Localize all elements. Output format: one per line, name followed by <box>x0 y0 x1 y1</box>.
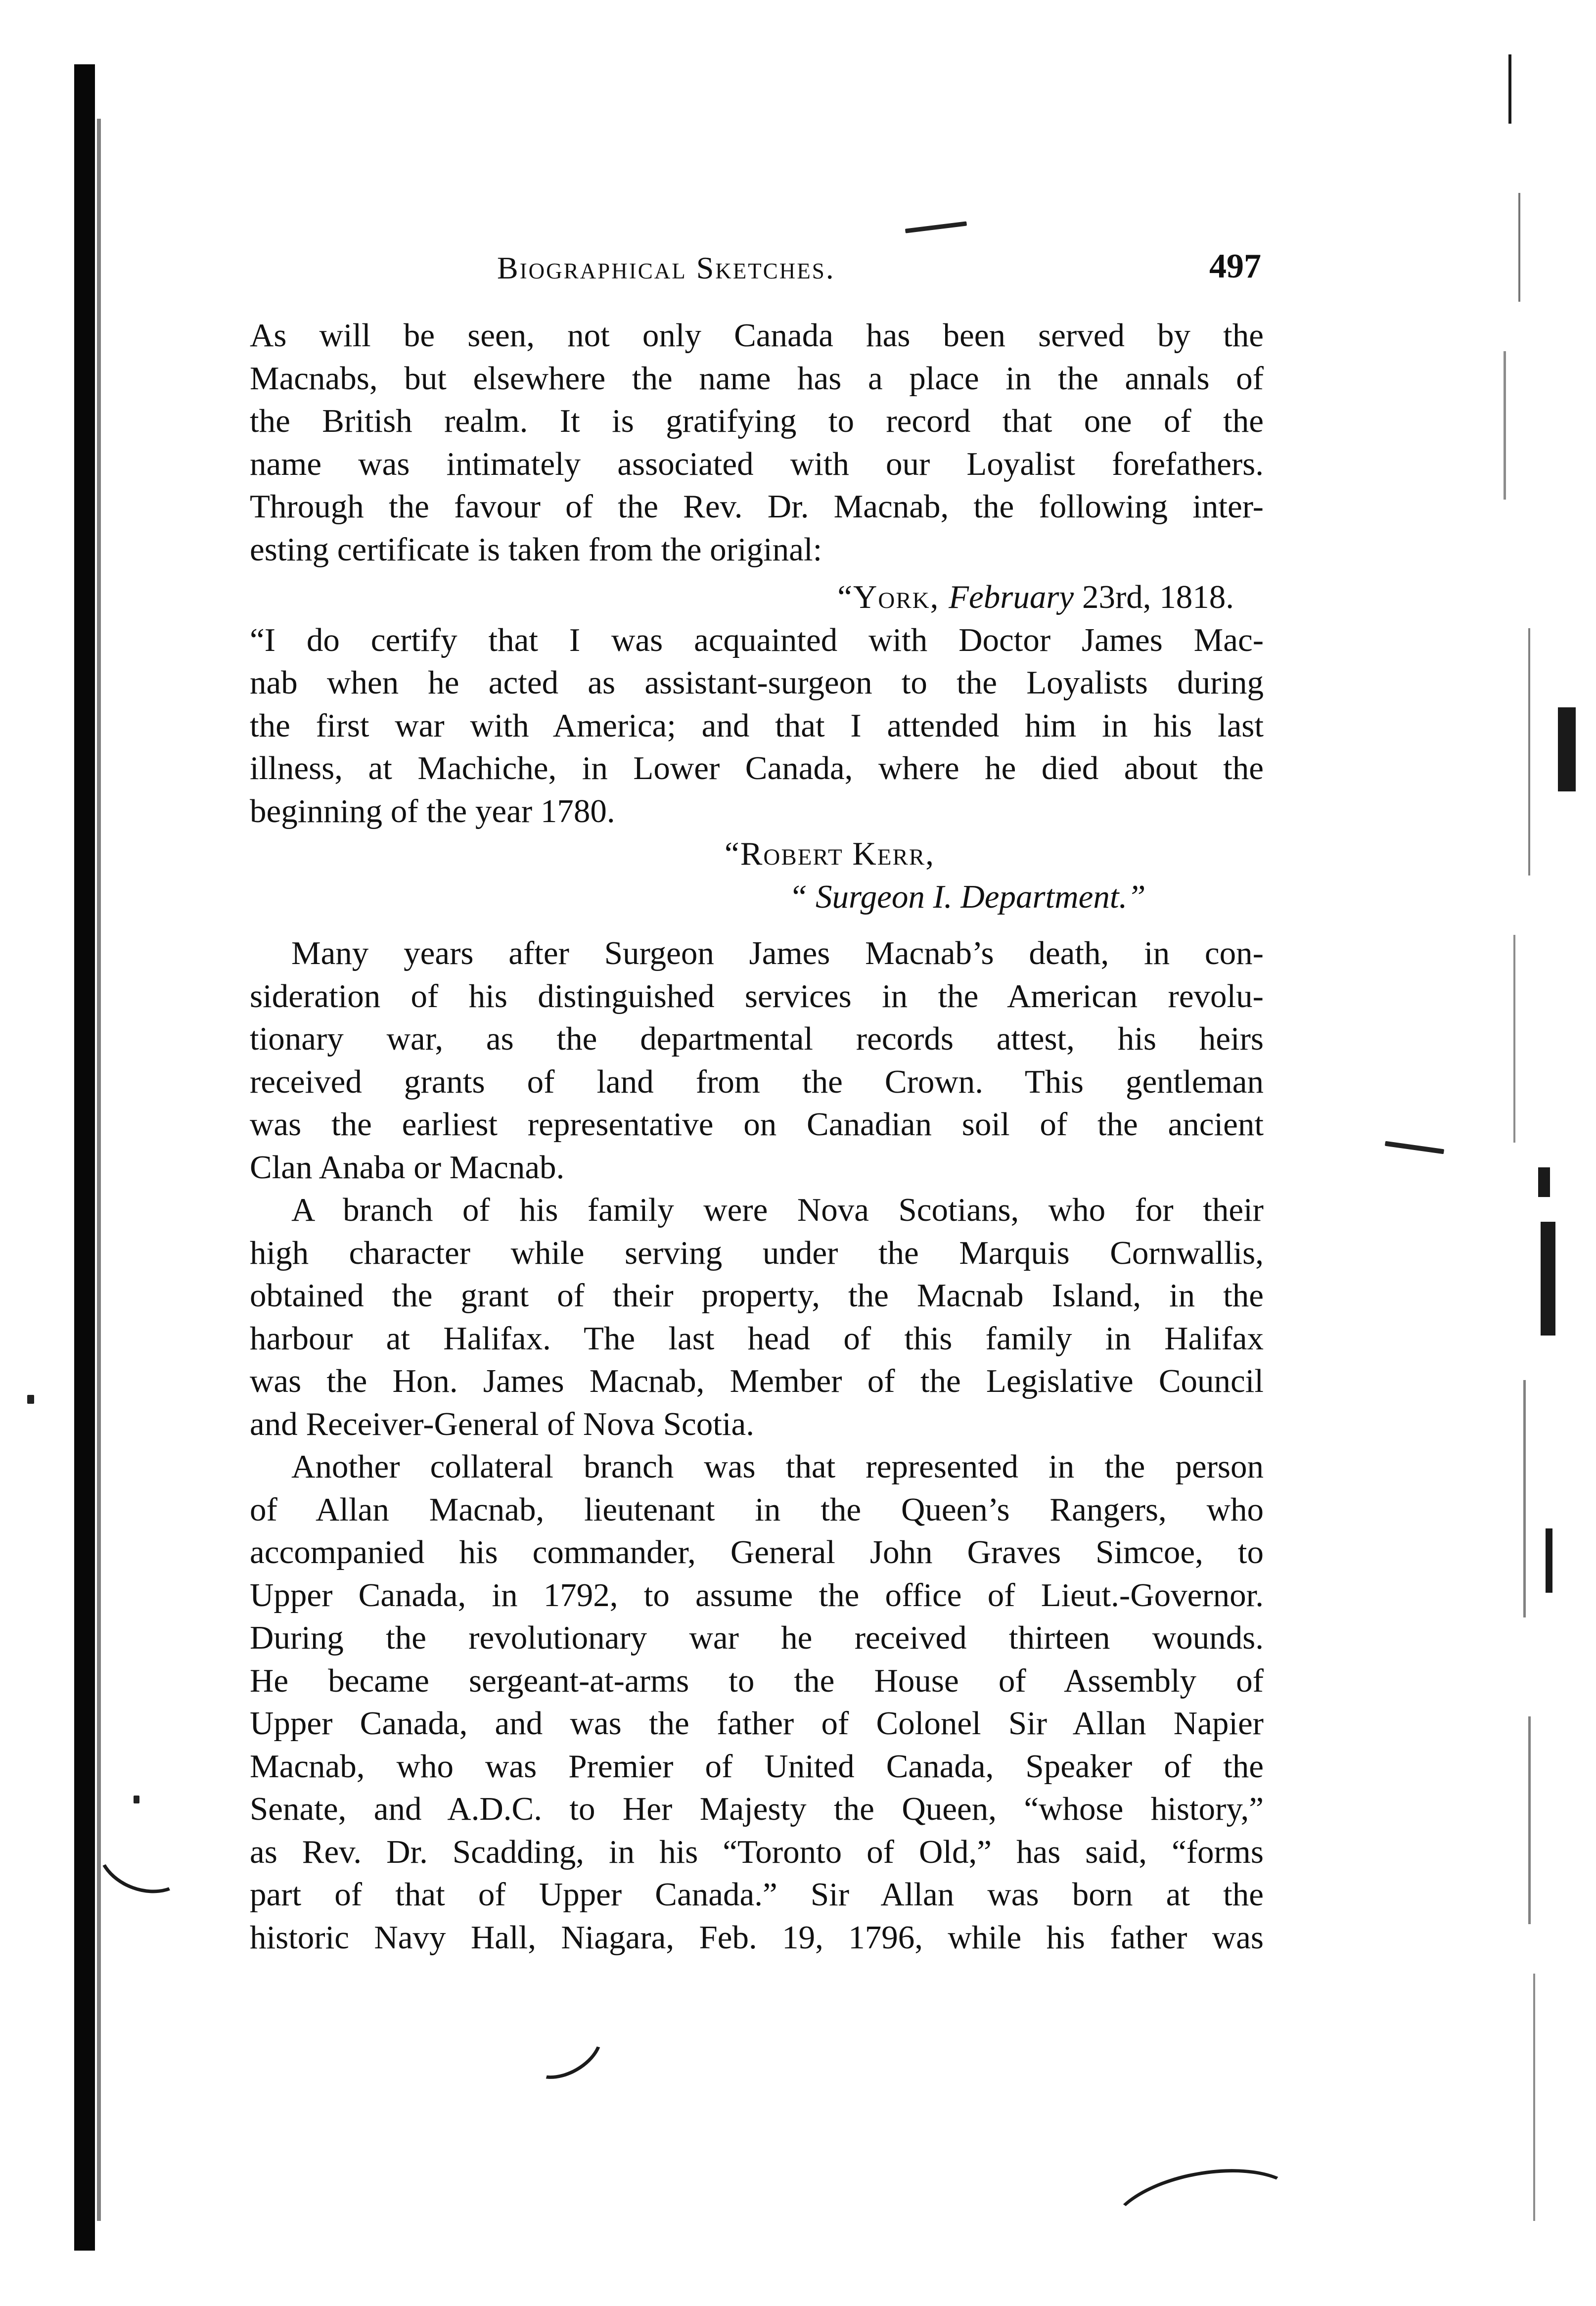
text-line: part of that of Upper Canada.” Sir Allan was born at the <box>250 1876 1264 1913</box>
bottom-pen-scribble <box>517 2006 613 2091</box>
text-line: Senate, and A.D.C. to Her Majesty the Queen, “whose history,” <box>250 1791 1264 1827</box>
text-line: “I do certify that I was acquainted with Doctor James Mac- <box>250 621 1264 658</box>
text-line: as Rev. Dr. Scadding, in his “Toronto of Old,” has said, “forms <box>250 1833 1264 1870</box>
text-line: sideration of his distinguished services in the American revolu- <box>250 977 1264 1015</box>
text-line: obtained the grant of their property, the Macnab Island, in the <box>250 1277 1264 1314</box>
text-line: was the earliest representative on Canadian soil of the ancient <box>250 1106 1264 1143</box>
paragraph-intro <box>250 314 1264 571</box>
paragraph-nova-scotia <box>250 1189 1264 1445</box>
text-line: nab when he acted as assistant-surgeon to the Loyalists during <box>250 664 1264 701</box>
binding-shadow-edge <box>97 119 101 2221</box>
text-line: the British realm. It is gratifying to record that one of the <box>250 403 1264 439</box>
text-line: Another collateral branch was that represented in the person <box>291 1448 1264 1485</box>
paragraph-allan-macnab <box>250 1445 1264 1959</box>
text-line: As will be seen, not only Canada has been served by the <box>250 317 1264 354</box>
text-line: Through the favour of the Rev. Dr. Macnab, the following inter- <box>250 488 1264 525</box>
bottom-pen-scribble <box>1101 2155 1309 2279</box>
certificate-signature-title: “ Surgeon I. Department.” <box>789 878 1146 915</box>
running-title: Biographical Sketches. <box>497 250 835 285</box>
text-line: received grants of land from the Crown. This gentleman <box>250 1063 1264 1100</box>
page-number: 497 <box>1209 247 1261 285</box>
text-line: Upper Canada, and was the father of Colonel Sir Allan Napier <box>250 1705 1264 1742</box>
running-header <box>250 247 1261 289</box>
text-line: esting certificate is taken from the original: <box>250 531 822 568</box>
text-line: name was intimately associated with our Loyalist forefathers. <box>250 445 1264 482</box>
text-line: Clan Anaba or Macnab. <box>250 1149 565 1186</box>
text-line: He became sergeant-at-arms to the House of Assembly of <box>250 1662 1264 1699</box>
text-line: of Allan Macnab, lieutenant in the Queen’s Rangers, who <box>250 1491 1264 1528</box>
pen-stroke-header <box>905 221 967 233</box>
text-line: During the revolutionary war he received thirteen wounds. <box>250 1619 1264 1656</box>
certificate-signature-name: “Robert Kerr, <box>725 835 935 872</box>
stray-dot <box>27 1395 34 1404</box>
text-line: beginning of the year 1780. <box>250 792 615 830</box>
text-line: historic Navy Hall, Niagara, Feb. 19, 1796, while his father was <box>250 1919 1264 1956</box>
text-line: Many years after Surgeon James Macnab’s death, in con- <box>291 935 1264 971</box>
certificate-dateline: “York, February 23rd, 1818. <box>837 579 1234 615</box>
certificate-text <box>250 619 1264 833</box>
text-line: the first war with America; and that I attended him in his last <box>250 707 1264 744</box>
text-line: harbour at Halifax. The last head of this family in Halifax <box>250 1320 1264 1357</box>
text-line: illness, at Machiche, in Lower Canada, where he died about the <box>250 750 1264 786</box>
stray-dot <box>134 1796 139 1803</box>
text-line: tionary war, as the departmental records attest, his heirs <box>250 1020 1264 1057</box>
page-edge-bleed <box>1499 45 1583 2246</box>
text-line: Upper Canada, in 1792, to assume the office of Lieut.-Governor. <box>250 1576 1264 1614</box>
left-pen-scribble <box>87 1806 202 1906</box>
binding-shadow-bar <box>74 64 95 2251</box>
text-line: A branch of his family were Nova Scotians, who for their <box>291 1192 1264 1228</box>
text-line: and Receiver-General of Nova Scotia. <box>250 1405 754 1442</box>
body-text <box>250 314 1264 1959</box>
text-line: Macnab, who was Premier of United Canada, Speaker of the <box>250 1748 1264 1785</box>
text-line: high character while serving under the Marquis Cornwallis, <box>250 1234 1264 1271</box>
paragraph-surgeon <box>250 932 1264 1189</box>
text-line: accompanied his commander, General John Graves Simcoe, to <box>250 1534 1264 1570</box>
text-line: Macnabs, but elsewhere the name has a place in the annals of <box>250 360 1264 397</box>
text-line: was the Hon. James Macnab, Member of the Legislative Council <box>250 1363 1264 1399</box>
pen-stroke-margin <box>1385 1141 1444 1154</box>
